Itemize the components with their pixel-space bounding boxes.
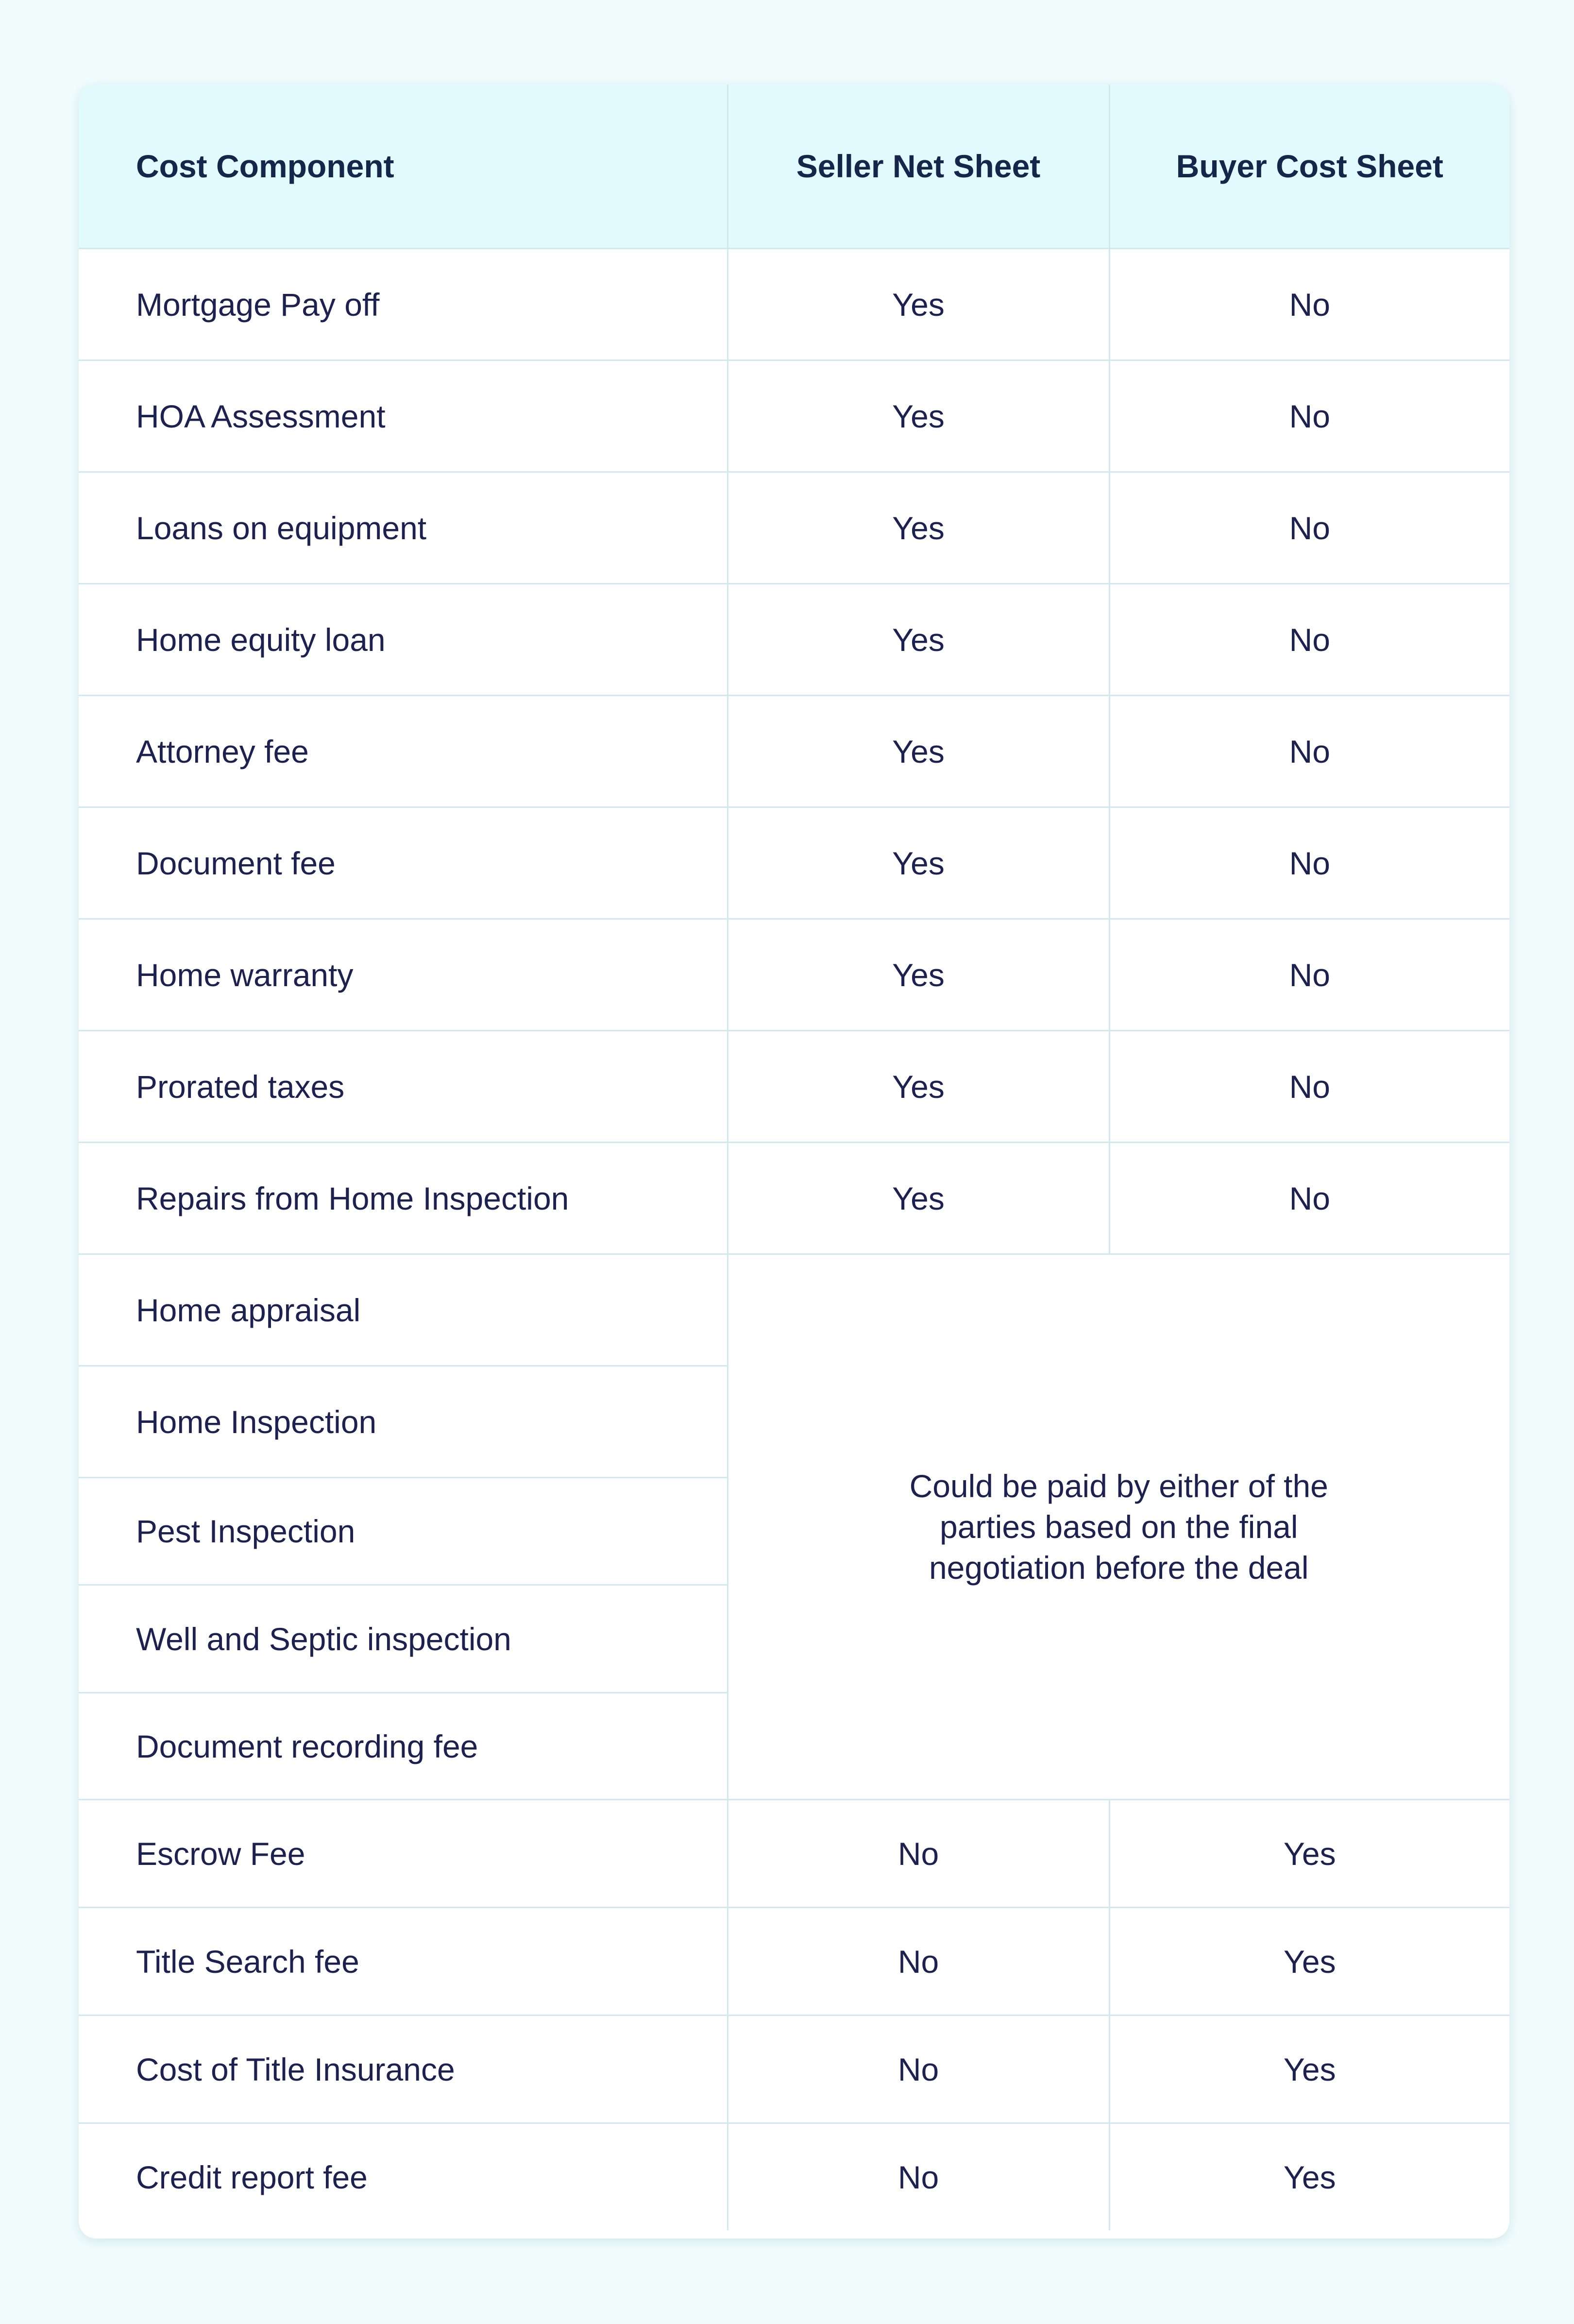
buyer-cell: No [1109, 1031, 1509, 1143]
header-buyer-cost-sheet: Buyer Cost Sheet [1109, 85, 1509, 249]
header-cost-component: Cost Component [79, 85, 728, 249]
table-row [79, 919, 1509, 1031]
table-row [79, 584, 1509, 696]
cost-component-cell: Well and Septic inspection [79, 1585, 728, 1693]
table-row [79, 472, 1509, 584]
buyer-cell: Yes [1109, 2016, 1509, 2123]
cost-component-cell: Escrow Fee [79, 1800, 728, 1908]
cost-component-cell: Home equity loan [79, 584, 728, 696]
buyer-cell: Yes [1109, 1800, 1509, 1908]
cost-comparison-card [79, 85, 1509, 2239]
table-header-row [79, 85, 1509, 249]
seller-cell: No [728, 2123, 1109, 2231]
buyer-cell: No [1109, 1143, 1509, 1254]
cost-component-cell: Mortgage Pay off [79, 249, 728, 360]
negotiable-note-line: Could be paid by either of the [909, 1468, 1328, 1504]
negotiable-note-line: parties based on the final [939, 1509, 1298, 1545]
cost-component-cell: Home warranty [79, 919, 728, 1031]
table-row [79, 1031, 1509, 1143]
buyer-cell: No [1109, 472, 1509, 584]
cost-component-cell: Repairs from Home Inspection [79, 1143, 728, 1254]
seller-cell: Yes [728, 919, 1109, 1031]
cost-component-cell: HOA Assessment [79, 360, 728, 472]
cost-component-cell: Loans on equipment [79, 472, 728, 584]
seller-cell: Yes [728, 807, 1109, 919]
buyer-cell: Yes [1109, 1908, 1509, 2016]
cost-component-cell: Prorated taxes [79, 1031, 728, 1143]
cost-component-cell: Credit report fee [79, 2123, 728, 2231]
cost-comparison-table [79, 85, 1509, 2230]
table-row [79, 1800, 1509, 1908]
table-row [79, 2123, 1509, 2231]
buyer-cell: No [1109, 584, 1509, 696]
seller-cell: Yes [728, 360, 1109, 472]
seller-cell: Yes [728, 1031, 1109, 1143]
cost-component-cell: Home Inspection [79, 1366, 728, 1478]
buyer-cell: No [1109, 807, 1509, 919]
seller-cell: Yes [728, 696, 1109, 807]
table-row [79, 1143, 1509, 1254]
seller-cell: No [728, 2016, 1109, 2123]
table-row [79, 696, 1509, 807]
negotiable-note-cell [728, 1254, 1509, 1800]
cost-component-cell: Title Search fee [79, 1908, 728, 2016]
seller-cell: Yes [728, 584, 1109, 696]
table-row [79, 1254, 1509, 1366]
seller-cell: Yes [728, 249, 1109, 360]
cost-component-cell: Pest Inspection [79, 1478, 728, 1585]
table-row [79, 360, 1509, 472]
seller-cell: No [728, 1800, 1109, 1908]
table-row [79, 2016, 1509, 2123]
cost-component-cell: Attorney fee [79, 696, 728, 807]
table-row [79, 249, 1509, 360]
buyer-cell: No [1109, 360, 1509, 472]
buyer-cell: No [1109, 919, 1509, 1031]
buyer-cell: Yes [1109, 2123, 1509, 2231]
seller-cell: Yes [728, 1143, 1109, 1254]
seller-cell: Yes [728, 472, 1109, 584]
table-row [79, 807, 1509, 919]
header-seller-net-sheet: Seller Net Sheet [728, 85, 1109, 249]
seller-cell: No [728, 1908, 1109, 2016]
cost-component-cell: Cost of Title Insurance [79, 2016, 728, 2123]
cost-component-cell: Home appraisal [79, 1254, 728, 1366]
buyer-cell: No [1109, 696, 1509, 807]
cost-component-cell: Document fee [79, 807, 728, 919]
buyer-cell: No [1109, 249, 1509, 360]
table-row [79, 1908, 1509, 2016]
cost-component-cell: Document recording fee [79, 1693, 728, 1800]
negotiable-note-line: negotiation before the deal [929, 1550, 1309, 1586]
